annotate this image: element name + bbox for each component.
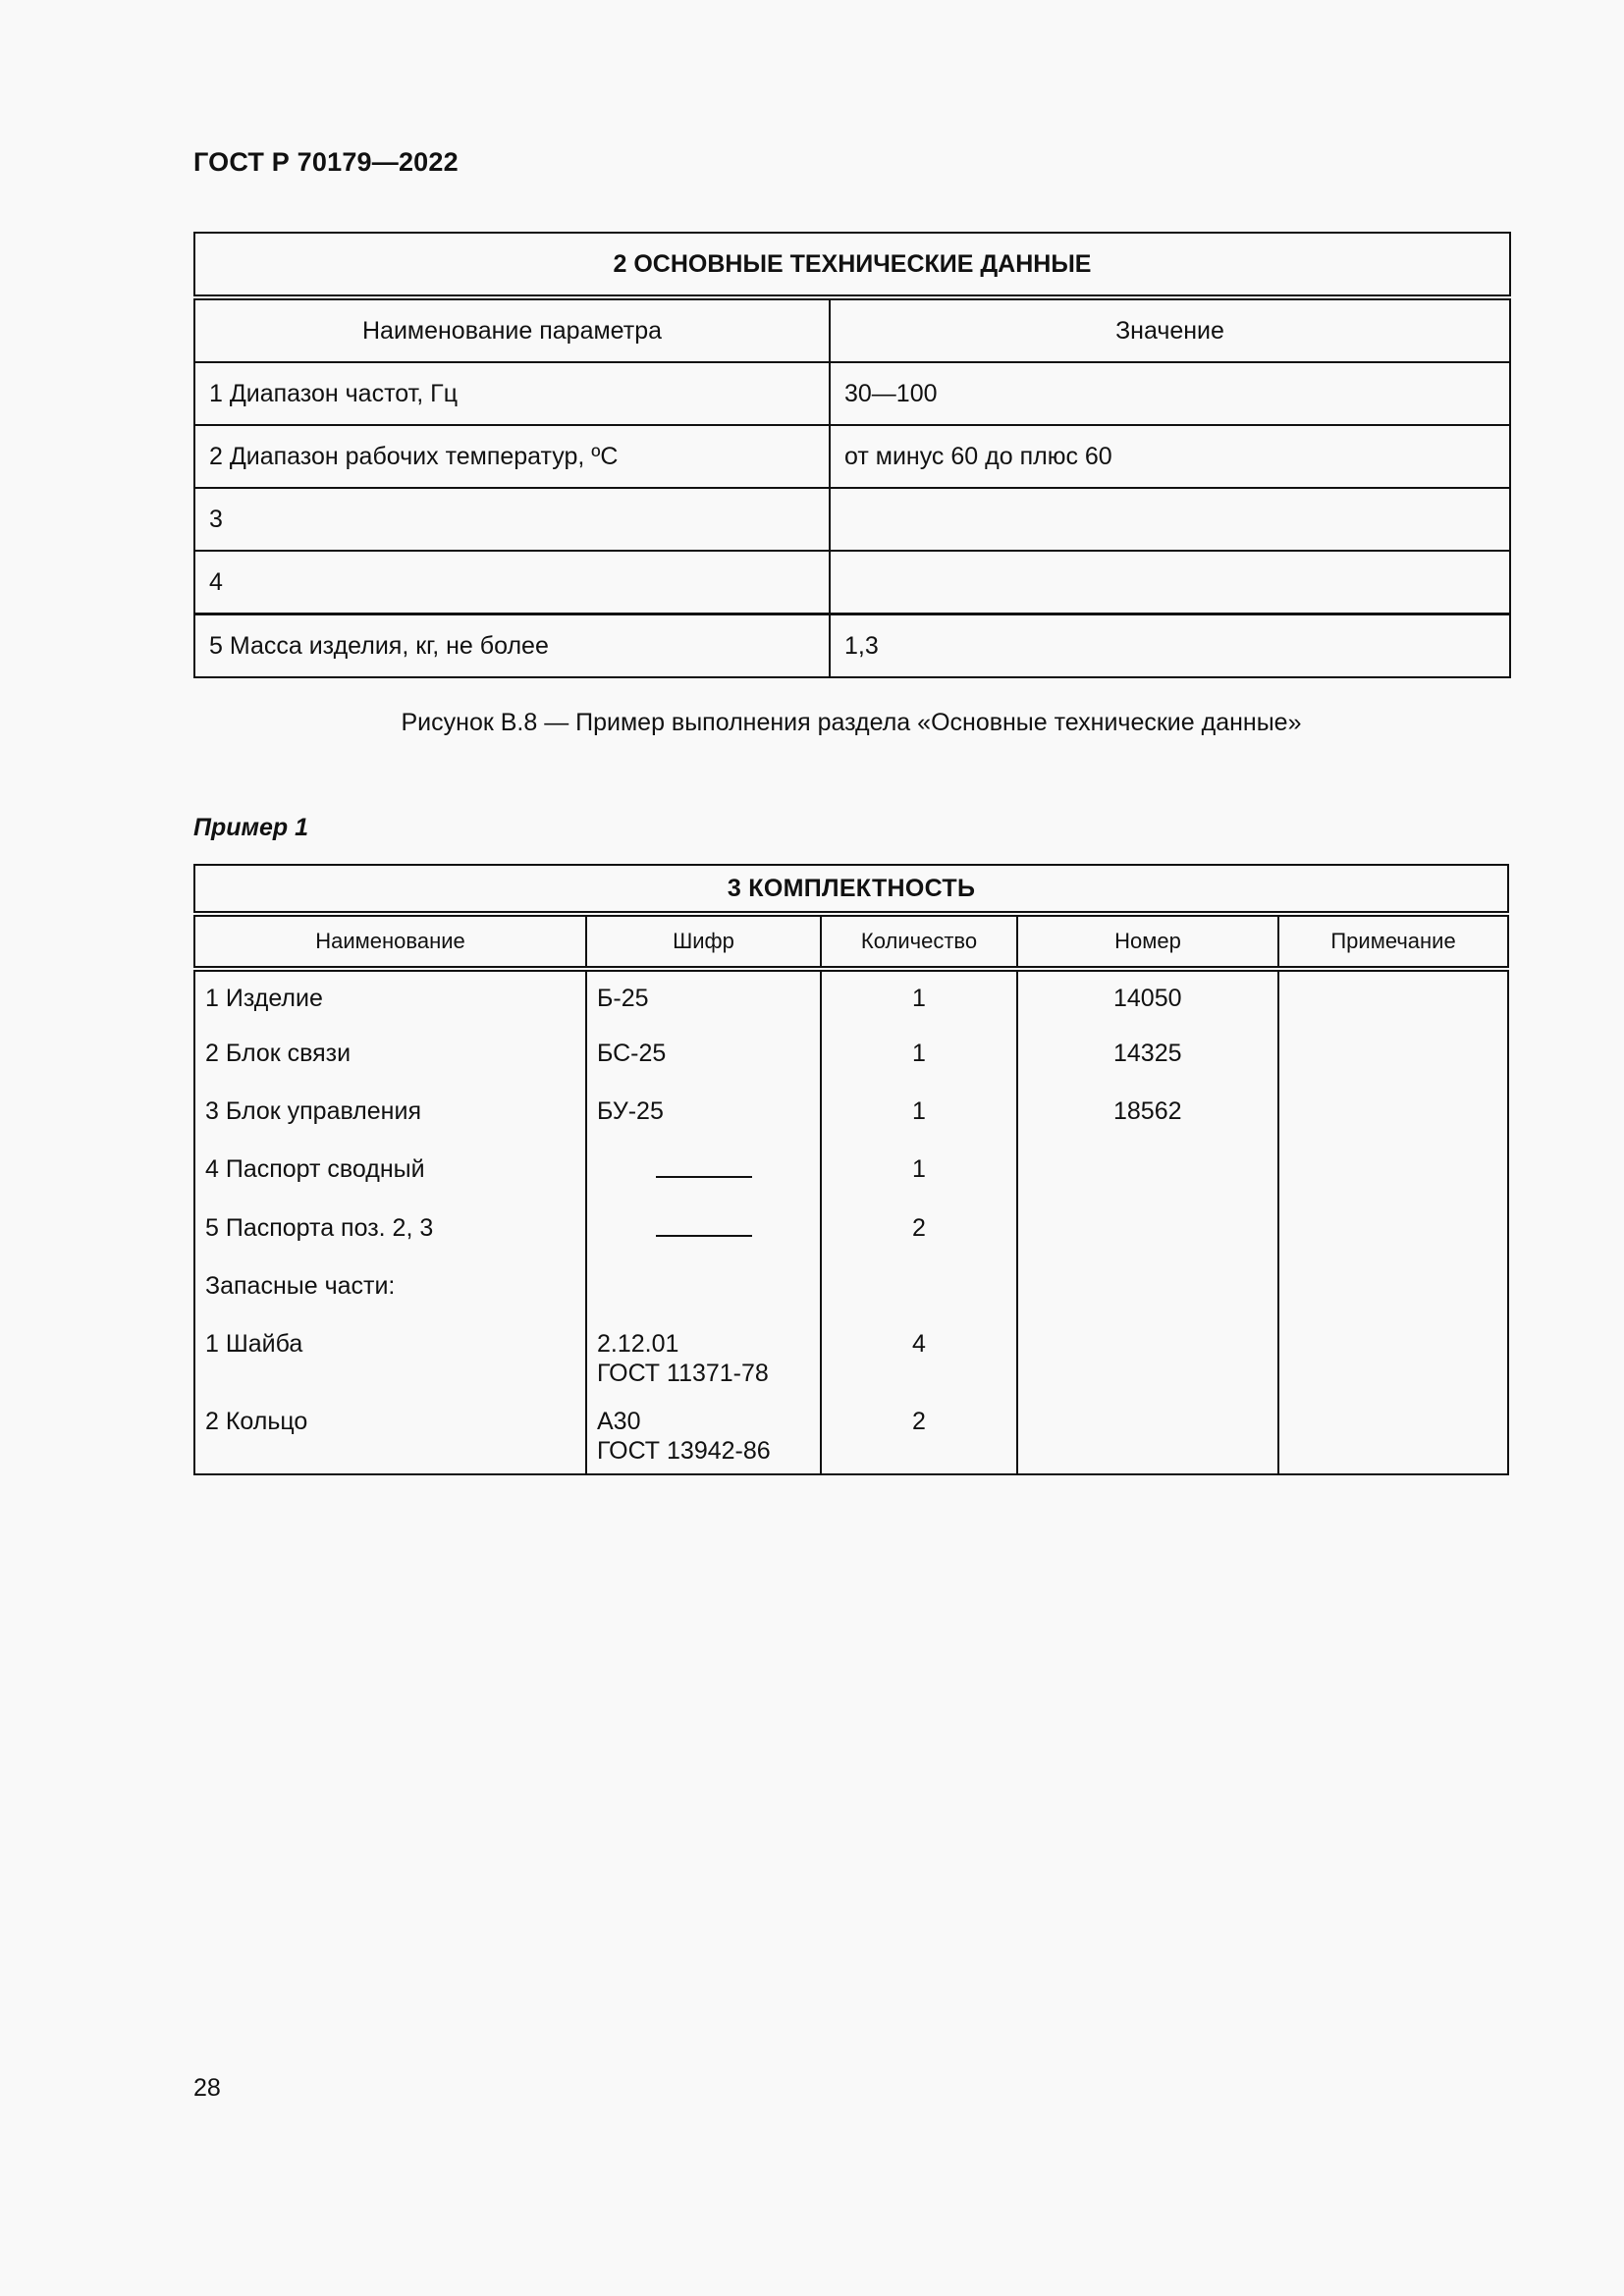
code-cell	[586, 1395, 821, 1474]
table-row	[194, 1259, 1508, 1317]
note-cell	[1278, 1085, 1508, 1143]
number-cell	[1017, 1143, 1278, 1201]
quantity-cell	[821, 1259, 1017, 1317]
page-number: 28	[193, 2074, 221, 2102]
number-cell: 14050	[1017, 969, 1278, 1027]
table-row	[194, 1143, 1508, 1201]
code-line: 2.12.01	[597, 1330, 679, 1358]
quantity-cell: 1	[821, 1027, 1017, 1085]
code-cell	[586, 1317, 821, 1395]
table-row	[194, 362, 1510, 425]
note-cell	[1278, 1395, 1508, 1474]
name-cell: Запасные части:	[194, 1259, 586, 1317]
column-header-code: Шифр	[586, 914, 821, 969]
param-cell: 3	[194, 488, 830, 551]
document-header: ГОСТ Р 70179—2022	[193, 147, 459, 177]
figure-caption: Рисунок В.8 — Пример выполнения раздела «Основные технические данные»	[401, 709, 1302, 736]
table-title: 3 КОМПЛЕКТНОСТЬ	[194, 865, 1508, 914]
note-cell	[1278, 1027, 1508, 1085]
table-row	[194, 969, 1508, 1027]
value-cell	[830, 551, 1510, 614]
number-cell: 14325	[1017, 1027, 1278, 1085]
table-title: 2 ОСНОВНЫЕ ТЕХНИЧЕСКИЕ ДАННЫЕ	[194, 233, 1510, 297]
table-row	[194, 1085, 1508, 1143]
quantity-cell: 1	[821, 969, 1017, 1027]
code-cell: БС-25	[586, 1027, 821, 1085]
name-cell: 5 Паспорта поз. 2, 3	[194, 1201, 586, 1259]
quantity-cell: 4	[821, 1317, 1017, 1395]
quantity-cell: 2	[821, 1395, 1017, 1474]
number-cell	[1017, 1395, 1278, 1474]
code-standard: ГОСТ 13942-86	[597, 1437, 771, 1465]
value-cell: от минус 60 до плюс 60	[830, 425, 1510, 488]
example-label: Пример 1	[193, 814, 309, 841]
name-cell: 1 Изделие	[194, 969, 586, 1027]
table-row	[194, 614, 1510, 678]
column-header-param: Наименование параметра	[194, 297, 830, 362]
name-cell: 2 Кольцо	[194, 1395, 586, 1474]
number-cell: 18562	[1017, 1085, 1278, 1143]
value-cell: 30—100	[830, 362, 1510, 425]
column-header-name: Наименование	[194, 914, 586, 969]
name-cell: 3 Блок управления	[194, 1085, 586, 1143]
code-cell	[586, 1259, 821, 1317]
quantity-cell: 1	[821, 1085, 1017, 1143]
param-cell: 5 Масса изделия, кг, не более	[194, 614, 830, 678]
code-standard: ГОСТ 11371-78	[597, 1360, 769, 1387]
name-cell: 4 Паспорт сводный	[194, 1143, 586, 1201]
quantity-cell: 2	[821, 1201, 1017, 1259]
value-cell: 1,3	[830, 614, 1510, 678]
column-header-number: Номер	[1017, 914, 1278, 969]
table-row	[194, 1201, 1508, 1259]
quantity-cell: 1	[821, 1143, 1017, 1201]
code-cell	[586, 1143, 821, 1201]
param-cell: 2 Диапазон рабочих температур, ºС	[194, 425, 830, 488]
table-row	[194, 551, 1510, 614]
table-row	[194, 1317, 1508, 1395]
name-cell: 1 Шайба	[194, 1317, 586, 1395]
code-cell: Б-25	[586, 969, 821, 1027]
param-cell: 1 Диапазон частот, Гц	[194, 362, 830, 425]
table-row	[194, 425, 1510, 488]
column-header-note: Примечание	[1278, 914, 1508, 969]
param-cell: 4	[194, 551, 830, 614]
table-row	[194, 1395, 1508, 1474]
code-line: А30	[597, 1408, 641, 1435]
column-header-quantity: Количество	[821, 914, 1017, 969]
technical-data-table	[193, 232, 1511, 678]
value-cell	[830, 488, 1510, 551]
completeness-table	[193, 864, 1509, 1475]
name-cell: 2 Блок связи	[194, 1027, 586, 1085]
number-cell	[1017, 1317, 1278, 1395]
code-cell: БУ-25	[586, 1085, 821, 1143]
dash-line	[656, 1213, 752, 1237]
note-cell	[1278, 1259, 1508, 1317]
column-header-value: Значение	[830, 297, 1510, 362]
table-row	[194, 1027, 1508, 1085]
dash-line	[656, 1154, 752, 1178]
note-cell	[1278, 969, 1508, 1027]
number-cell	[1017, 1201, 1278, 1259]
note-cell	[1278, 1317, 1508, 1395]
note-cell	[1278, 1201, 1508, 1259]
note-cell	[1278, 1143, 1508, 1201]
code-cell	[586, 1201, 821, 1259]
table-row	[194, 488, 1510, 551]
number-cell	[1017, 1259, 1278, 1317]
